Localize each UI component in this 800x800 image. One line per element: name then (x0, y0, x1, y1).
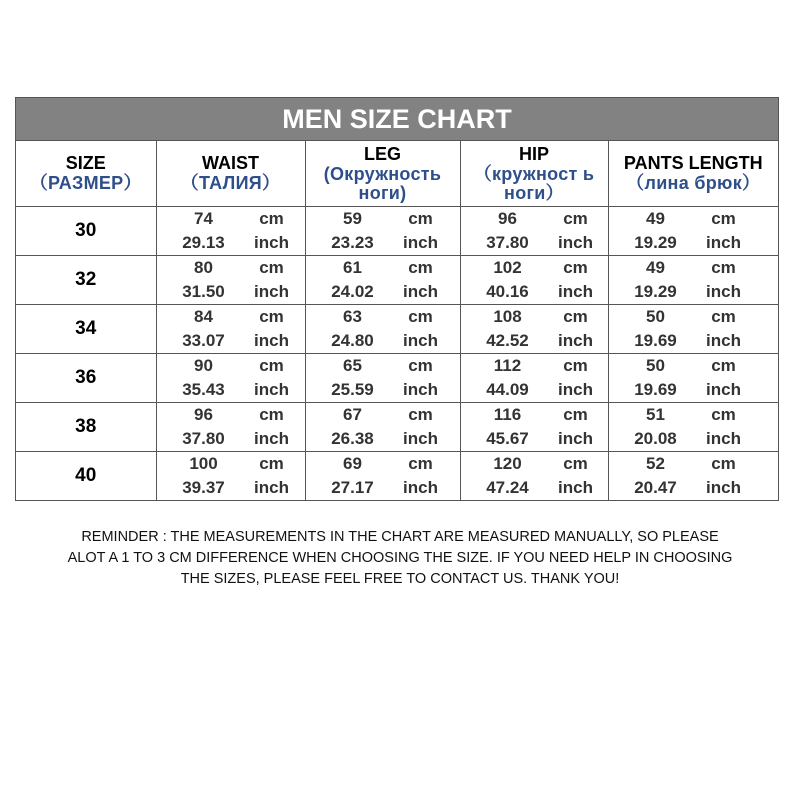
pants-length-cell (608, 354, 778, 403)
cm-unit-label: cm (563, 209, 588, 228)
hip-cell (460, 452, 608, 501)
cm-unit-label: cm (711, 209, 736, 228)
cm-line (157, 403, 305, 427)
waist-cell (156, 403, 305, 452)
table-row (16, 305, 778, 354)
inch-line (609, 329, 779, 353)
cm-unit-label: cm (408, 405, 433, 424)
leg-cell (305, 354, 460, 403)
cm-unit-label: cm (563, 307, 588, 326)
cm-unit-label: cm (259, 258, 284, 277)
cm-line (306, 452, 460, 476)
inch-unit-label: inch (558, 282, 593, 301)
header-hip-ru: （кружност ь ноги） (473, 163, 595, 203)
cm-value: 108 (493, 307, 522, 326)
cm-value: 49 (646, 258, 665, 277)
cm-unit-label: cm (259, 209, 284, 228)
inch-value: 47.24 (486, 478, 529, 497)
cm-line (609, 452, 779, 476)
cm-unit-label: cm (563, 356, 588, 375)
inch-line (609, 280, 779, 304)
cm-unit-label: cm (259, 454, 284, 473)
inch-unit-label: inch (706, 380, 741, 399)
cm-line (306, 305, 460, 329)
cm-unit-label: cm (408, 356, 433, 375)
inch-unit-label: inch (403, 478, 438, 497)
size-cell: 36 (16, 354, 156, 403)
cm-line (609, 354, 779, 378)
cm-unit-label: cm (563, 258, 588, 277)
cm-value: 116 (493, 405, 522, 424)
hip-cell (460, 207, 608, 256)
inch-value: 45.67 (486, 429, 529, 448)
reminder-note (0, 527, 800, 590)
waist-cell (156, 305, 305, 354)
inch-line (461, 378, 608, 402)
inch-line (157, 280, 305, 304)
inch-value: 19.69 (634, 331, 677, 350)
size-cell: 32 (16, 256, 156, 305)
cm-unit-label: cm (259, 405, 284, 424)
header-waist-ru: （ТАЛИЯ） (180, 173, 281, 193)
cm-line (306, 256, 460, 280)
inch-line (157, 427, 305, 451)
cm-value: 96 (194, 405, 213, 424)
leg-cell (305, 305, 460, 354)
table-row (16, 403, 778, 452)
cm-unit-label: cm (711, 405, 736, 424)
size-cell: 34 (16, 305, 156, 354)
reminder-line: ALOT A 1 TO 3 CM DIFFERENCE WHEN CHOOSING THE SIZE. IF YOU NEED HELP IN CHOOSING (67, 550, 733, 566)
size-cell: 30 (16, 207, 156, 256)
cm-value: 59 (343, 209, 362, 228)
cm-line (609, 256, 779, 280)
header-waist-en: WAIST (202, 153, 259, 173)
cm-line (157, 256, 305, 280)
inch-unit-label: inch (706, 429, 741, 448)
inch-value: 23.23 (331, 233, 374, 252)
inch-unit-label: inch (254, 331, 289, 350)
size-cell: 40 (16, 452, 156, 501)
inch-unit-label: inch (403, 380, 438, 399)
table-row (16, 207, 778, 256)
chart-title: MEN SIZE CHART (16, 98, 778, 141)
header-leg-en: LEG (363, 143, 401, 164)
header-leg-ru: (Окружность ноги) (323, 163, 442, 203)
cm-line (157, 305, 305, 329)
inch-line (306, 427, 460, 451)
cm-value: 52 (646, 454, 665, 473)
inch-line (306, 476, 460, 500)
pants-length-cell (608, 305, 778, 354)
cm-line (306, 403, 460, 427)
cm-value: 49 (646, 209, 665, 228)
cm-unit-label: cm (408, 258, 433, 277)
header-hip-en: HIP (518, 143, 549, 164)
header-size (16, 140, 156, 207)
cm-value: 84 (194, 307, 213, 326)
inch-unit-label: inch (403, 331, 438, 350)
waist-cell (156, 452, 305, 501)
header-waist (156, 140, 305, 207)
waist-cell (156, 354, 305, 403)
inch-line (157, 476, 305, 500)
hip-cell (460, 305, 608, 354)
cm-line (461, 305, 608, 329)
pants-length-cell (608, 256, 778, 305)
inch-unit-label: inch (403, 282, 438, 301)
inch-unit-label: inch (706, 233, 741, 252)
cm-value: 120 (493, 454, 522, 473)
inch-value: 24.02 (331, 282, 374, 301)
cm-line (306, 207, 460, 231)
cm-line (461, 207, 608, 231)
inch-value: 39.37 (182, 478, 225, 497)
cm-value: 96 (498, 209, 517, 228)
inch-value: 27.17 (331, 478, 374, 497)
header-hip (460, 140, 608, 207)
cm-value: 50 (646, 307, 665, 326)
cm-value: 74 (194, 209, 213, 228)
cm-value: 67 (343, 405, 362, 424)
inch-value: 40.16 (486, 282, 529, 301)
header-pants-length-ru: （лина брюк） (626, 173, 761, 193)
table-row (16, 452, 778, 501)
cm-line (609, 305, 779, 329)
inch-unit-label: inch (558, 380, 593, 399)
inch-line (609, 427, 779, 451)
cm-unit-label: cm (259, 356, 284, 375)
inch-value: 35.43 (182, 380, 225, 399)
inch-line (306, 378, 460, 402)
cm-value: 65 (343, 356, 362, 375)
inch-unit-label: inch (558, 429, 593, 448)
cm-unit-label: cm (563, 405, 588, 424)
cm-unit-label: cm (563, 454, 588, 473)
cm-line (461, 354, 608, 378)
cm-unit-label: cm (408, 209, 433, 228)
cm-unit-label: cm (711, 258, 736, 277)
inch-value: 33.07 (182, 331, 225, 350)
cm-line (461, 452, 608, 476)
inch-unit-label: inch (403, 429, 438, 448)
header-pants-length (608, 140, 778, 207)
cm-line (609, 403, 779, 427)
inch-unit-label: inch (558, 233, 593, 252)
inch-line (461, 280, 608, 304)
inch-line (157, 378, 305, 402)
cm-value: 90 (194, 356, 213, 375)
inch-value: 37.80 (182, 429, 225, 448)
inch-value: 24.80 (331, 331, 374, 350)
cm-line (157, 354, 305, 378)
reminder-line: THE SIZES, PLEASE FEEL FREE TO CONTACT US. THANK YOU! (180, 571, 620, 587)
inch-line (609, 476, 779, 500)
hip-cell (460, 354, 608, 403)
inch-value: 31.50 (182, 282, 225, 301)
inch-unit-label: inch (254, 478, 289, 497)
cm-value: 63 (343, 307, 362, 326)
size-table (16, 140, 778, 500)
inch-line (157, 329, 305, 353)
inch-line (157, 231, 305, 255)
inch-unit-label: inch (254, 282, 289, 301)
cm-line (157, 207, 305, 231)
cm-line (461, 256, 608, 280)
cm-unit-label: cm (711, 454, 736, 473)
inch-unit-label: inch (558, 331, 593, 350)
inch-line (306, 329, 460, 353)
inch-unit-label: inch (706, 282, 741, 301)
cm-unit-label: cm (259, 307, 284, 326)
table-row (16, 256, 778, 305)
inch-line (461, 476, 608, 500)
pants-length-cell (608, 207, 778, 256)
size-table-body (16, 140, 778, 500)
leg-cell (305, 403, 460, 452)
pants-length-cell (608, 403, 778, 452)
inch-line (609, 378, 779, 402)
leg-cell (305, 256, 460, 305)
size-chart (15, 97, 779, 501)
cm-unit-label: cm (711, 356, 736, 375)
inch-line (306, 280, 460, 304)
cm-value: 69 (343, 454, 362, 473)
hip-cell (460, 256, 608, 305)
header-size-ru: （РАЗМЕР） (29, 173, 142, 193)
header-row (16, 140, 778, 207)
inch-value: 29.13 (182, 233, 225, 252)
reminder-line: REMINDER : THE MEASUREMENTS IN THE CHART ARE MEASURED MANUALLY, SO PLEASE (81, 529, 719, 545)
cm-unit-label: cm (711, 307, 736, 326)
leg-cell (305, 452, 460, 501)
inch-unit-label: inch (706, 331, 741, 350)
table-row (16, 354, 778, 403)
cm-value: 80 (194, 258, 213, 277)
inch-unit-label: inch (254, 233, 289, 252)
inch-line (461, 231, 608, 255)
inch-unit-label: inch (254, 380, 289, 399)
inch-unit-label: inch (706, 478, 741, 497)
waist-cell (156, 256, 305, 305)
cm-line (609, 207, 779, 231)
cm-line (306, 354, 460, 378)
inch-value: 19.29 (634, 233, 677, 252)
inch-line (306, 231, 460, 255)
cm-value: 61 (343, 258, 362, 277)
inch-unit-label: inch (403, 233, 438, 252)
cm-value: 51 (646, 405, 665, 424)
inch-value: 42.52 (486, 331, 529, 350)
cm-value: 102 (493, 258, 522, 277)
inch-unit-label: inch (254, 429, 289, 448)
pants-length-cell (608, 452, 778, 501)
inch-value: 44.09 (486, 380, 529, 399)
header-pants-length-en: PANTS LENGTH (623, 153, 763, 173)
cm-line (157, 452, 305, 476)
hip-cell (460, 403, 608, 452)
cm-value: 100 (189, 454, 218, 473)
header-leg (305, 140, 460, 207)
inch-value: 20.47 (634, 478, 677, 497)
inch-value: 20.08 (634, 429, 677, 448)
inch-value: 19.29 (634, 282, 677, 301)
cm-unit-label: cm (408, 307, 433, 326)
cm-value: 112 (493, 356, 522, 375)
leg-cell (305, 207, 460, 256)
size-cell: 38 (16, 403, 156, 452)
cm-line (461, 403, 608, 427)
inch-line (461, 329, 608, 353)
inch-value: 25.59 (331, 380, 374, 399)
inch-unit-label: inch (558, 478, 593, 497)
inch-value: 19.69 (634, 380, 677, 399)
inch-line (461, 427, 608, 451)
waist-cell (156, 207, 305, 256)
cm-value: 50 (646, 356, 665, 375)
inch-value: 37.80 (486, 233, 529, 252)
cm-unit-label: cm (408, 454, 433, 473)
header-size-en: SIZE (65, 153, 106, 173)
inch-value: 26.38 (331, 429, 374, 448)
inch-line (609, 231, 779, 255)
